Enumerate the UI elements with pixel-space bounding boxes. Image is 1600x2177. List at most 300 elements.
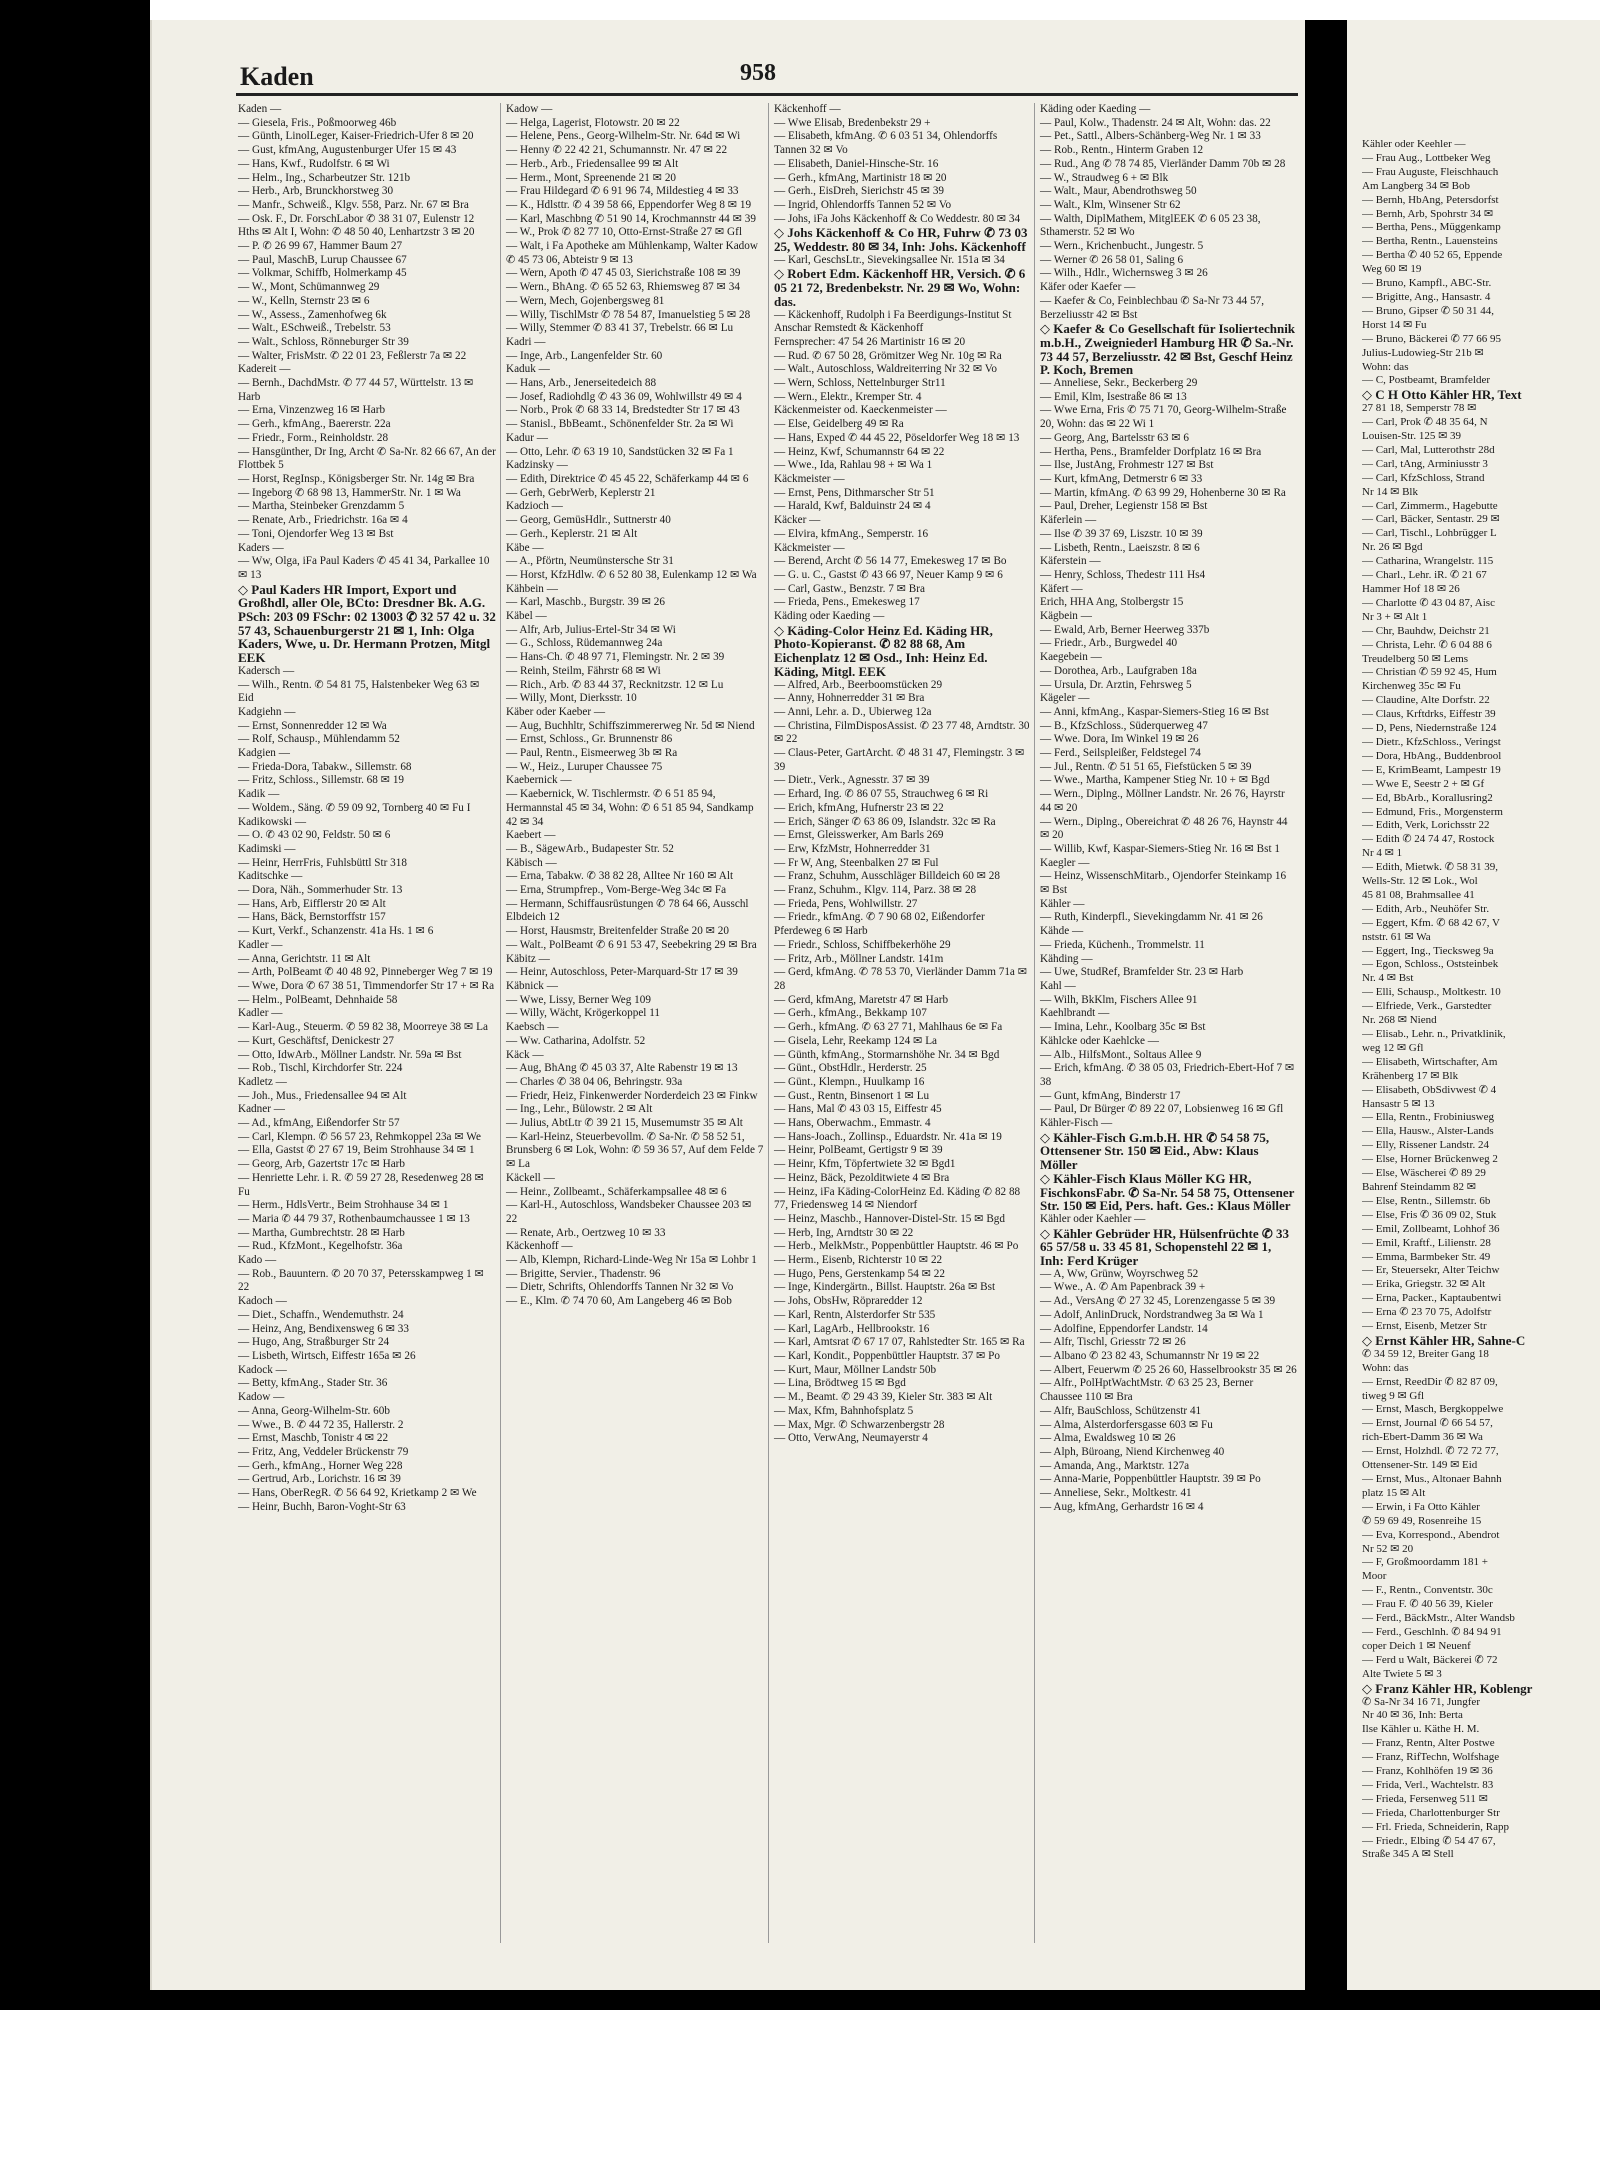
directory-entry: — Bertha, Rentn., Lauensteins: [1362, 235, 1498, 248]
directory-entry: Ilse Kähler u. Käthe H. M.: [1362, 1723, 1480, 1736]
directory-entry: — Imina, Lehr., Koolbarg 35c ✉ Bst: [1040, 1021, 1206, 1034]
directory-entry: Nr 4 ✉ 1: [1362, 847, 1403, 860]
directory-entry: — Ad., kfmAng, Eißendorfer Str 57: [238, 1117, 400, 1130]
directory-entry: — Henriette Lehr. i. R. ✆ 59 27 28, Resedenweg 28 ✉ Fu: [238, 1171, 484, 1198]
directory-entry: — Hans-Joach., Zollinsp., Eduardstr. Nr. 41a ✉ 19: [774, 1130, 1002, 1143]
directory-entry: — Frl. Frieda, Schneiderin, Rapp: [1362, 1820, 1509, 1833]
directory-entry: — Frau Hildegard ✆ 6 91 96 74, Mildestieg 4 ✉ 33: [506, 185, 739, 198]
directory-entry: — Ilse ✆ 39 37 69, Liszstr. 10 ✉ 39: [1040, 527, 1203, 540]
directory-entry: Kägeler —: [1040, 692, 1090, 705]
directory-entry: — Hugo, Ang, Straßburger Str 24: [238, 1336, 390, 1349]
directory-entry: — W., Assess., Zamenhofweg 6k: [238, 308, 387, 321]
directory-entry: — Gunt, kfmAng, Binderstr 17: [1040, 1089, 1181, 1102]
directory-entry: — K., Hdlsttr. ✆ 4 39 58 66, Eppendorfer Weg 8 ✉ 19: [506, 198, 752, 211]
directory-entry: — Bertha, Pens., Müggenkamp: [1362, 221, 1501, 234]
directory-entry: — Gertrud, Arb., Lorichstr. 16 ✉ 39: [238, 1473, 401, 1486]
directory-entry: — Wwe E, Seestr 2 + ✉ Gf: [1362, 777, 1485, 790]
directory-entry: — Ernst, Eisenb, Metzer Str: [1362, 1320, 1487, 1333]
directory-entry: — Bernh., DachdMstr. ✆ 77 44 57, Württelstr. 13 ✉ Harb: [238, 377, 474, 403]
directory-entry: — Alfr, BauSchloss, Schützenstr 41: [1040, 1404, 1202, 1417]
directory-entry: — Erich, kfmAng. ✆ 38 05 03, Friedrich-Ebert-Hof 7 ✉ 38: [1040, 1062, 1295, 1088]
directory-entry: — Giesela, Fris., Poßmoorweg 46b: [238, 116, 397, 129]
directory-entry: — Else, Wäscherei ✆ 89 29: [1362, 1167, 1486, 1180]
directory-entry: — Gerh., kfmAng. ✆ 63 27 71, Mahlhaus 6e ✉ Fa: [774, 1021, 1003, 1034]
directory-entry: Kähler oder Keehler —: [1362, 138, 1466, 150]
directory-entry: — Elisab., Lehr. n., Privatklinik,: [1362, 1028, 1506, 1040]
directory-entry: Kirchenweg 35c ✉ Fu: [1362, 680, 1461, 693]
directory-entry: — Ferd., Geschlnh. ✆ 84 94 91: [1362, 1625, 1502, 1638]
directory-entry: Kadzinsky —: [506, 459, 568, 472]
directory-entry: — Karl, Amtsrat ✆ 67 17 07, Rahlstedter Str. 165 ✉ Ra: [774, 1336, 1025, 1349]
directory-entry: — Alb., HilfsMont., Soltaus Allee 9: [1040, 1048, 1202, 1061]
directory-entry: — Herb, Ing, Arndtstr 30 ✉ 22: [774, 1226, 914, 1239]
directory-entry: — Christa, Lehr. ✆ 6 04 88 6: [1362, 638, 1492, 651]
directory-entry: — Gerh., kfmAng., Baererstr. 22a: [238, 418, 391, 431]
directory-column-4: [1040, 103, 1298, 1514]
directory-entry: — Hertha, Pens., Bramfelder Dorfplatz 16 ✉ Bra: [1040, 445, 1262, 458]
directory-entry: — Ed, BbArb., Korallusring2: [1362, 791, 1493, 804]
directory-entry: — Elisabeth, kfmAng. ✆ 6 03 51 34, Ohlendorffs Tannen 32 ✉ Vo: [774, 130, 998, 157]
directory-entry: — Frieda, Pens., Emekesweg 17: [774, 596, 920, 609]
directory-entry: Nr 14 ✉ Blk: [1362, 485, 1418, 498]
directory-entry: Käck —: [506, 1048, 544, 1061]
directory-entry: — Bernh, Arb, Spohrstr 34 ✉: [1362, 207, 1494, 220]
directory-entry: — O. ✆ 43 02 90, Feldstr. 50 ✉ 6: [238, 829, 391, 842]
directory-entry: — Heinz, Ang, Bendixensweg 6 ✉ 33: [238, 1322, 409, 1335]
directory-entry: — Ernst, ReedDir ✆ 82 87 09,: [1362, 1375, 1498, 1388]
directory-entry: — Christina, FilmDisposAssist. ✆ 23 77 48, Arndtstr. 30 ✉ 22: [774, 719, 1030, 746]
directory-entry: — Toni, Ojendorfer Weg 13 ✉ Bst: [238, 527, 394, 540]
directory-entry: Käbnick —: [506, 980, 558, 992]
directory-entry: Kadgiehn —: [238, 705, 296, 718]
directory-entry: — Wwe., A. ✆ Am Papenbrack 39 +: [1040, 1281, 1206, 1294]
directory-entry: — Wern, Schloss, Nettelnburger Str11: [774, 377, 946, 390]
directory-entry: Käckenhoff —: [506, 1240, 573, 1253]
directory-entry: — Walt., Schloss, Rönneburger Str 39: [238, 335, 409, 348]
directory-entry: — Wern., Elektr., Kremper Str. 4: [774, 390, 922, 403]
directory-entry: — Alma, Ewaldsweg 10 ✉ 26: [1040, 1432, 1176, 1445]
directory-entry: — Erna, Vinzenzweg 16 ✉ Harb: [238, 404, 386, 417]
directory-entry: Kähbein —: [506, 582, 558, 595]
directory-entry: Bahrenf Steindamm 82 ✉: [1362, 1180, 1477, 1193]
directory-entry: — Edmund, Fris., Morgensterm: [1362, 805, 1503, 818]
directory-entry: — Eggert, Ing., Tiecksweg 9a: [1362, 944, 1494, 957]
directory-entry: — Franz, RifTechn, Wolfshage: [1362, 1751, 1500, 1764]
directory-entry: — Charlotte ✆ 43 04 87, Aisc: [1362, 596, 1495, 609]
directory-entry: — Hans, Kwf., Rudolfstr. 6 ✉ Wi: [238, 157, 390, 170]
directory-entry: — W., Heiz., Luruper Chaussee 75: [506, 760, 663, 773]
directory-entry: — Dorothea, Arb., Laufgraben 18a: [1040, 664, 1197, 677]
directory-entry: — Erna ✆ 23 70 75, Adolfstr: [1362, 1306, 1492, 1319]
directory-entry: Am Langberg 34 ✉ Bob: [1362, 179, 1471, 192]
directory-entry: — Frieda-Dora, Tabakw., Sillemstr. 68: [238, 760, 412, 773]
directory-entry: — Walt., PolBeamt ✆ 6 91 53 47, Seebekring 29 ✉ Bra: [506, 938, 757, 951]
directory-entry: — Dora, Näh., Sommerhuder Str. 13: [238, 884, 403, 897]
directory-entry: Kaegler —: [1040, 856, 1090, 869]
directory-entry: Wells-Str. 12 ✉ Lok., Wol: [1362, 875, 1478, 888]
directory-entry: — Ernst, Journal ✆ 66 54 57,: [1362, 1417, 1493, 1430]
directory-entry: — Hansgünther, Dr Ing, Archt ✆ Sa-Nr. 82 66 67, An der Flottbek 5: [238, 445, 496, 472]
directory-entry: — Jul., Rentn. ✆ 51 51 65, Fiefstücken 5 ✉ 39: [1040, 760, 1252, 773]
directory-entry: — Heinz, Kwf, Schumannstr 64 ✉ 22: [774, 445, 945, 458]
directory-entry: ◇ Johs Käckenhoff & Co HR, Fuhrw ✆ 73 03 25, Weddestr. 80 ✉ 34, Inh: Johs. Käckenhoff: [774, 225, 1028, 255]
directory-entry: — Rob., Rentn., Hinterm Graben 12: [1040, 144, 1204, 157]
directory-entry: — Dora, HbAng., Buddenbrool: [1362, 749, 1502, 762]
directory-entry: — Anny, Hohnerredder 31 ✉ Bra: [774, 692, 925, 705]
directory-entry: — Heinr, HerrFris, Fuhlsbüttl Str 318: [238, 856, 407, 869]
directory-entry: — Edith, Verk, Lorichsstr 22: [1362, 819, 1490, 832]
directory-entry: rich-Ebert-Damm 36 ✉ Wa: [1362, 1431, 1483, 1444]
directory-entry: platz 15 ✉ Alt: [1362, 1486, 1426, 1499]
directory-entry: — Hans, Arb., Jenerseitedeich 88: [506, 377, 657, 390]
directory-entry: — Erna, Strumpfrep., Vom-Berge-Weg 34c ✉ Fa: [506, 884, 727, 897]
directory-entry: Erich, HHA Ang, Stolbergstr 15: [1040, 596, 1184, 609]
directory-entry: — Karl-Aug., Steuerm. ✆ 59 82 38, Moorreye 38 ✉ La: [238, 1021, 488, 1034]
directory-entry: — Claus-Peter, GartArcht. ✆ 48 31 47, Flemingstr. 3 ✉ 39: [774, 747, 1025, 773]
directory-entry: — Bruno, Gipser ✆ 50 31 44,: [1362, 304, 1495, 317]
directory-entry: — Erna, Tabakw. ✆ 38 82 28, Alltee Nr 160 ✉ Alt: [506, 870, 734, 883]
directory-entry: — Wwe, Dora ✆ 67 38 51, Timmendorfer Str 17 + ✉ Ra: [238, 980, 495, 992]
directory-entry: Kähler —: [1040, 897, 1085, 910]
directory-entry: Kähding —: [1040, 952, 1093, 965]
directory-entry: ◇ Kaefer & Co Gesellschaft für Isoliertechnik m.b.H., Zweigniederl Hamburg HR ✆ Sa.-Nr. 73 44 57, Berzeliusstr. 42 ✉ Bst, Geschf Heinz P. Koch, Bremen: [1040, 321, 1296, 378]
directory-entry: Kadock —: [238, 1363, 287, 1376]
directory-entry: — Heinr, PolBeamt, Gertigstr 9 ✉ 39: [774, 1144, 943, 1157]
directory-entry: — Wwe, Lissy, Berner Weg 109: [506, 993, 651, 1006]
directory-entry: — Lisbeth, Wirtsch, Eiffestr 165a ✉ 26: [238, 1349, 416, 1362]
directory-entry: Kadletz —: [238, 1075, 287, 1088]
directory-entry: — Gerh., kfmAng., Bekkamp 107: [774, 1007, 927, 1020]
directory-column-2: [506, 103, 764, 1309]
directory-entry: Horst 14 ✉ Fu: [1362, 318, 1427, 331]
directory-entry: — Friedr., Form., Reinholdstr. 28: [238, 431, 389, 444]
directory-entry: — Aug, BhAng ✆ 45 03 37, Alte Rabenstr 19 ✉ 13: [506, 1062, 738, 1075]
directory-entry: weg 12 ✉ Gfl: [1362, 1041, 1424, 1054]
directory-entry: Kadoch —: [238, 1295, 287, 1308]
directory-entry: Käfert —: [1040, 582, 1083, 595]
directory-entry: — Ad., VersAng ✆ 27 32 45, Lorenzengasse 5 ✉ 39: [1040, 1295, 1276, 1308]
directory-entry: Käferstein —: [1040, 555, 1101, 568]
directory-entry: — Edith, Mietwk. ✆ 58 31 39,: [1362, 861, 1499, 874]
directory-entry: — D, Pens, Niedernstraße 124: [1362, 722, 1497, 735]
directory-entry: — Wern, Apoth ✆ 47 45 03, Sierichstraße 108 ✉ 39: [506, 267, 741, 280]
directory-entry: — Gerh., kfmAng., Horner Weg 228: [238, 1459, 403, 1472]
directory-entry: — Paul, Rentn., Eismeerweg 3b ✉ Ra: [506, 747, 678, 760]
directory-entry: — Claudine, Alte Dorfstr. 22: [1362, 694, 1490, 707]
directory-entry: — Walt., ESchweiß., Trebelstr. 53: [238, 322, 391, 335]
directory-entry: — Heinr, Autoschloss, Peter-Marquard-Str 17 ✉ 39: [506, 966, 738, 979]
directory-entry: — Willib, Kwf, Kaspar-Siemers-Stieg Nr. 16 ✉ Bst 1: [1040, 842, 1280, 855]
directory-entry: — Ferd., Seilspleißer, Feldstegel 74: [1040, 747, 1201, 760]
directory-entry: — Helm., Ing., Scharbeutzer Str. 121b: [238, 171, 411, 184]
directory-entry: — Herm., Eisenb, Richterstr 10 ✉ 22: [774, 1254, 943, 1267]
directory-entry: Krähenberg 17 ✉ Blk: [1362, 1069, 1459, 1082]
directory-entry: Straße 345 A ✉ Stell: [1362, 1848, 1454, 1861]
directory-entry: — Kurt, Verkf., Schanzenstr. 41a Hs. 1 ✉ 6: [238, 925, 434, 938]
directory-entry: Julius-Ludowieg-Str 21b ✉: [1362, 346, 1484, 359]
directory-entry: — Fritz, Arb., Möllner Landstr. 141m: [774, 952, 944, 965]
directory-entry: — Alma, Alsterdorfersgasse 603 ✉ Fu: [1040, 1418, 1213, 1431]
directory-entry: — Rolf, Schausp., Mühlendamm 52: [238, 733, 400, 746]
directory-entry: — Edith, Arb., Neuhöfer Str.: [1362, 902, 1490, 915]
directory-entry: — Eggert, Kfm. ✆ 68 42 67, V: [1362, 916, 1500, 929]
directory-entry: — Ingrid, Ohlendorffs Tannen 52 ✉ Vo: [774, 198, 952, 211]
directory-entry: — Günt., Klempn., Huulkamp 16: [774, 1075, 925, 1088]
directory-entry: — Ww. Catharina, Adolfstr. 52: [506, 1034, 646, 1047]
directory-entry: — Otto, VerwAng, Neumayerstr 4: [774, 1432, 928, 1445]
page-header-word: Kaden: [240, 62, 314, 91]
directory-entry: — Ella, Rentn., Frobiniusweg: [1362, 1111, 1494, 1124]
directory-entry: — Ernst, Holzhdl. ✆ 72 72 77,: [1362, 1445, 1499, 1458]
directory-entry: — Diet., Schaffn., Wendemuthstr. 24: [238, 1308, 404, 1321]
directory-column-5-partial: [1362, 138, 1600, 1862]
directory-entry: — Franz, Kohlhöfen 19 ✉ 36: [1362, 1765, 1493, 1778]
directory-entry: — Anna, Georg-Wilhelm-Str. 60b: [238, 1404, 390, 1417]
directory-entry: Kähde —: [1040, 925, 1084, 938]
directory-entry: Käckenmeister od. Kaeckenmeister —: [774, 404, 947, 417]
directory-entry: — Bruno, Bäckerei ✆ 77 66 95: [1362, 332, 1502, 345]
directory-entry: — Emil, Zollbeamt, Lohhof 36: [1362, 1222, 1500, 1235]
directory-entry: — Rich., Arb. ✆ 83 44 37, Recknitzstr. 12 ✉ Lu: [506, 678, 724, 691]
directory-entry: — Otto, Lehr. ✆ 63 19 10, Sandstücken 32 ✉ Fa 1: [506, 445, 734, 458]
directory-entry: — Inge, Kindergärtn., Billst. Hauptstr. 26a ✉ Bst: [774, 1281, 996, 1294]
directory-entry: Kadler —: [238, 938, 283, 951]
directory-entry: — Martin, kfmAng. ✆ 63 99 29, Hohenberne 30 ✉ Ra: [1040, 486, 1286, 499]
directory-entry: — Willy, Wächt, Krögerkoppel 11: [506, 1007, 660, 1020]
directory-entry: — Walt., Autoschloss, Waldreiterring Nr 32 ✉ Vo: [774, 363, 998, 376]
directory-entry: — Wwe Elisab, Bredenbekstr 29 +: [774, 116, 931, 129]
directory-entry: — Else, Geidelberg 49 ✉ Ra: [774, 418, 904, 431]
directory-entry: Nr 52 ✉ 20: [1362, 1542, 1414, 1555]
directory-entry: — Friedr., Elbing ✆ 54 47 67,: [1362, 1834, 1496, 1847]
directory-entry: — Er, Steuersekr, Alter Teichw: [1362, 1264, 1500, 1277]
directory-entry: Käbe —: [506, 541, 544, 554]
directory-entry: — Elvira, kfmAng., Semperstr. 16: [774, 527, 929, 540]
directory-entry: — E., Klm. ✆ 74 70 60, Am Langeberg 46 ✉ Bob: [506, 1295, 732, 1308]
directory-entry: — Albert, Feuerwm ✆ 25 26 60, Hasselbrookstr 35 ✉ 26: [1040, 1363, 1297, 1376]
directory-entry: — Ww, Olga, iFa Paul Kaders ✆ 45 41 34, Parkallee 10 ✉ 13: [238, 555, 490, 581]
column-divider: [1034, 103, 1035, 1943]
directory-entry: — Horst, RegInsp., Königsberger Str. Nr. 14g ✉ Bra: [238, 472, 475, 485]
directory-entry: — Wilh., Hdlr., Wichernsweg 3 ✉ 26: [1040, 267, 1208, 280]
directory-entry: — Ewald, Arb, Berner Heerweg 337b: [1040, 623, 1210, 636]
directory-entry: — Volkmar, Schiffb, Holmerkamp 45: [238, 267, 407, 280]
directory-entry: — Heinz, Maschb., Hannover-Distel-Str. 15 ✉ Bgd: [774, 1212, 1005, 1225]
directory-entry: — Ferd u Walt, Bäckerei ✆ 72: [1362, 1653, 1498, 1666]
directory-entry: — Erich, kfmAng, Hufnerstr 23 ✉ 22: [774, 801, 944, 814]
directory-entry: Kadow —: [506, 103, 553, 115]
directory-entry: — Johs, iFa Johs Käckenhoff & Co Weddestr. 80 ✉ 34: [774, 212, 1021, 225]
directory-entry: — Hans-Ch. ✆ 48 97 71, Flemingstr. Nr. 2 ✉ 39: [506, 651, 725, 664]
directory-entry: — Wwe., Martha, Kampener Stieg Nr. 10 + ✉ Bgd: [1040, 774, 1270, 787]
directory-entry: Kadersch —: [238, 664, 295, 677]
directory-entry: ◇ Kähler-Fisch Klaus Möller KG HR, FischkonsFabr. ✆ Sa-Nr. 54 58 75, Ottensener Str. 150 ✉ Eid, Pers. haft. Ges.: Klaus Möller: [1040, 1170, 1295, 1214]
directory-entry: — Eva, Korrespond., Abendrot: [1362, 1528, 1500, 1541]
directory-entry: — C, Postbeamt, Bramfelder: [1362, 374, 1491, 387]
directory-entry: — Carl, Bäcker, Sentastr. 29 ✉: [1362, 513, 1500, 526]
directory-entry: Kaegebein —: [1040, 651, 1102, 664]
directory-entry: — Pet., Sattl., Albers-Schänberg-Weg Nr. 1 ✉ 33: [1040, 130, 1261, 143]
directory-entry: Moor: [1362, 1570, 1387, 1583]
directory-entry: — Carl, Prok ✆ 48 35 64, N: [1362, 416, 1488, 429]
directory-entry: — Gerh., Keplerstr. 21 ✉ Alt: [506, 527, 638, 540]
directory-entry: — Alfred, Arb., Beerboomstücken 29: [774, 678, 943, 691]
directory-entry: Kadikowski —: [238, 815, 307, 828]
directory-entry: — Karl, Kondit., Poppenbüttler Hauptstr. 37 ✉ Po: [774, 1349, 1000, 1362]
directory-entry: — Martha, Steinbeker Grenzdamm 5: [238, 500, 405, 513]
directory-entry: — Wilh., Rentn. ✆ 54 81 75, Halstenbeker Weg 63 ✉ Eid: [238, 678, 480, 705]
directory-entry: — Anna-Marie, Poppenbüttler Hauptstr. 39 ✉ Po: [1040, 1473, 1261, 1486]
directory-entry: 45 81 08, Brahmsallee 41: [1362, 888, 1475, 901]
directory-entry: Käckmeister —: [774, 472, 845, 485]
directory-entry: — Gerd, kfmAng. ✆ 78 53 70, Vierländer Damm 71a ✉ 28: [774, 966, 1028, 992]
directory-entry: — Bruno, Kampfl., ABC-Str.: [1362, 277, 1492, 290]
directory-entry: — Ilse, JustAng, Frohmestr 127 ✉ Bst: [1040, 459, 1214, 472]
directory-entry: — Amanda, Ang., Marktstr. 127a: [1040, 1459, 1190, 1472]
directory-entry: tiweg 9 ✉ Gfl: [1362, 1389, 1425, 1402]
directory-entry: — Gust., Rentn, Binsenort 1 ✉ Lu: [774, 1089, 930, 1102]
directory-entry: — Else, Fris ✆ 36 09 02, Stuk: [1362, 1208, 1497, 1221]
directory-entry: — Herb., MelkMstr., Poppenbüttler Hauptstr. 46 ✉ Po: [774, 1240, 1019, 1253]
directory-entry: Kadner —: [238, 1103, 285, 1116]
directory-column-1: [238, 103, 496, 1514]
directory-entry: — Werner ✆ 26 58 01, Saling 6: [1040, 253, 1184, 266]
directory-entry: — Erika, Griegstr. 32 ✉ Alt: [1362, 1278, 1486, 1291]
directory-entry: — Carl, Tischl., Lohbrügger L: [1362, 527, 1497, 540]
directory-entry: — Fritz, Ang, Veddeler Brückenstr 79: [238, 1445, 409, 1458]
directory-entry: — Hans, Bäck, Bernstorffstr 157: [238, 911, 386, 924]
directory-entry: — Ing., Lehr., Bülowstr. 2 ✉ Alt: [506, 1103, 653, 1116]
directory-entry: Käding oder Kaeding —: [774, 610, 885, 623]
directory-entry: — Catharina, Wrangelstr. 115: [1362, 555, 1494, 568]
directory-entry: — M., Beamt. ✆ 29 43 39, Kieler Str. 383 ✉ Alt: [774, 1391, 993, 1404]
directory-entry: — Wern, Mech, Gojenbergsweg 81: [506, 294, 665, 307]
page-number: 958: [740, 60, 776, 86]
directory-entry: — Carl, KfzSchloss, Strand: [1362, 471, 1485, 484]
directory-entry: — Kaebernick, W. Tischlermstr. ✆ 6 51 85 94, Hermannstal 45 ✉ 34, Wohn: ✆ 6 51 85 94, Sandkamp 42 ✉ 34: [506, 788, 754, 828]
directory-entry: — Gerd, kfmAng, Maretstr 47 ✉ Harb: [774, 993, 949, 1006]
directory-entry: — Otto, IdwArb., Möllner Landstr. Nr. 59a ✉ Bst: [238, 1048, 462, 1061]
directory-entry: — G., Schloss, Rüdemannweg 24a: [506, 637, 663, 650]
directory-entry: Kadler —: [238, 1007, 283, 1020]
directory-entry: — Charles ✆ 38 04 06, Behringstr. 93a: [506, 1075, 683, 1088]
scan-bottom-border: [0, 1990, 1600, 2010]
directory-entry: Wohn: das: [1362, 360, 1409, 373]
directory-entry: — Dietr., KfzSchloss., Veringst: [1362, 735, 1501, 748]
directory-entry: — F, Großmoordamm 181 +: [1362, 1556, 1489, 1569]
directory-entry: — Else, Horner Brückenweg 2: [1362, 1153, 1498, 1166]
directory-entry: nststr. 61 ✉ Wa: [1362, 930, 1431, 943]
header-rule: [236, 93, 1298, 96]
directory-entry: — Ernst, Gleisswerker, Am Barls 269: [774, 829, 944, 842]
directory-entry: — Renate, Arb., Friedrichstr. 16a ✉ 4: [238, 514, 408, 527]
directory-entry: ✆ 34 59 12, Breiter Gang 18: [1362, 1347, 1489, 1360]
directory-entry: — Paul, Kolw., Thadenstr. 24 ✉ Alt, Wohn: das. 22: [1040, 116, 1271, 129]
directory-entry: — Edith ✆ 24 74 47, Rostock: [1362, 833, 1495, 846]
directory-entry: ◇ Kähler Gebrüder HR, Hülsenfrüchte ✆ 33 65 57/58 u. 33 45 81, Schopenstehl 22 ✉ 1, Inh: Ferd Krüger: [1040, 1225, 1289, 1269]
directory-entry: — Lina, Brödtweg 15 ✉ Bgd: [774, 1377, 906, 1390]
directory-entry: — Helm., PolBeamt, Dehnhaide 58: [238, 993, 398, 1006]
directory-entry: — Stanisl., BbBeamt., Schönenfelder Str. 2a ✉ Wi: [506, 418, 734, 431]
directory-entry: — Karl, GeschsLtr., Sievekingsallee Nr. 151a ✉ 34: [774, 253, 1005, 266]
directory-entry: — Willy, Mont, Dierksstr. 10: [506, 692, 637, 705]
directory-entry: — Walth, DiplMathem, MitglEEK ✆ 6 05 23 38, Sthamerstr. 52 ✉ Wo: [1040, 212, 1261, 239]
directory-entry: Kadgien —: [238, 747, 290, 760]
directory-entry: Fernsprecher: 47 54 26 Martinistr 16 ✉ 20: [774, 335, 966, 348]
directory-entry: — W., Straudweg 6 + ✉ Blk: [1040, 171, 1169, 184]
directory-entry: — Ernst, Pens, Dithmarscher Str 51: [774, 486, 935, 499]
directory-entry: — Günt., ObstHdlr., Herderstr. 25: [774, 1062, 927, 1075]
directory-entry: Kähler oder Kaehler —: [1040, 1212, 1146, 1225]
directory-entry: — Bertha ✆ 40 52 65, Eppende: [1362, 249, 1503, 262]
directory-entry: — Frida, Verl., Wachtelstr. 83: [1362, 1778, 1494, 1791]
directory-entry: — Carl, tAng, Arminiusstr 3: [1362, 457, 1488, 470]
directory-entry: Nr. 26 ✉ Bgd: [1362, 541, 1423, 554]
directory-entry: — Julius, AbtLtr ✆ 39 21 15, Musemumstr 35 ✉ Alt: [506, 1117, 743, 1130]
directory-entry: — Adolf, AnlinDruck, Nordstrandweg 3a ✉ Wa 1: [1040, 1308, 1264, 1321]
directory-entry: ◇ Paul Kaders HR Import, Export und Großhdl, aller Ole, BCto: Dresdner Bk. A.G. PSch: 203 09 FSchr: 02 13003 ✆ 32 57 42 u. 32 57 43, Schauenburgerstr 21 ✉ 1, Inh: Olga Kaders, Wwe, u. Dr. Hermann Protzen, Mitgl EEK: [238, 581, 496, 666]
directory-entry: — Hugo, Pens, Gerstenkamp 54 ✉ 22: [774, 1267, 945, 1280]
directory-entry: — Wwe., Ida, Rahlau 98 + ✉ Wa 1: [774, 459, 933, 472]
directory-entry: — Wwe Erna, Fris ✆ 75 71 70, Georg-Wilhelm-Straße 20, Wohn: das ✉ 22 Wi 1: [1040, 404, 1287, 431]
directory-entry: — G. u. C., Gastst ✆ 43 66 97, Neuer Kamp 9 ✉ 6: [774, 568, 1003, 581]
directory-entry: ◇ Franz Kähler HR, Koblengr: [1362, 1680, 1533, 1696]
directory-entry: — Alb, Klempn, Richard-Linde-Weg Nr 15a ✉ Lohbr 1: [506, 1254, 757, 1267]
directory-entry: — Paul, Dr Bürger ✆ 89 22 07, Lobsienweg 16 ✉ Gfl: [1040, 1103, 1284, 1116]
directory-entry: Kahl —: [1040, 980, 1076, 992]
directory-entry: Kaditschke —: [238, 870, 303, 883]
directory-entry: — Frieda, Charlottenburger Str: [1362, 1806, 1500, 1819]
directory-entry: — Karl, Maschbng ✆ 51 90 14, Krochmannstr 44 ✉ 39: [506, 212, 756, 225]
directory-entry: — Inge, Arb., Langenfelder Str. 60: [506, 349, 663, 362]
directory-entry: — Friedr., Schloss, Schiffbekerhöhe 29: [774, 938, 951, 951]
directory-entry: — W., Prok ✆ 82 77 10, Otto-Ernst-Straße 27 ✉ Gfl: [506, 226, 742, 239]
directory-entry: — Gisela, Lehr, Reekamp 124 ✉ La: [774, 1034, 938, 1047]
directory-entry: — Wwe. Dora, Im Winkel 19 ✉ 26: [1040, 733, 1199, 746]
directory-entry: — Wern., Diplng., Obereichrat ✆ 48 26 76, Haynstr 44 ✉ 20: [1040, 815, 1288, 842]
directory-entry: Kado —: [238, 1254, 277, 1267]
directory-entry: — Uwe, StudRef, Bramfelder Str. 23 ✉ Harb: [1040, 966, 1244, 979]
directory-entry: — Ernst, Schloss., Gr. Brunnenstr 86: [506, 733, 673, 746]
directory-entry: — Franz, Schuhm., Klgv. 114, Parz. 38 ✉ 28: [774, 884, 977, 897]
directory-entry: — Kurt, kfmAng, Detmerstr 6 ✉ 33: [1040, 472, 1203, 485]
directory-entry: — Henny ✆ 22 42 21, Schumannstr. Nr. 47 ✉ 22: [506, 144, 728, 157]
directory-entry: — Gerh., kfmAng, Martinistr 18 ✉ 20: [774, 171, 947, 184]
directory-entry: — Anneliese, Sekr., Moltkestr. 41: [1040, 1487, 1192, 1500]
directory-entry: Käbisch —: [506, 856, 557, 869]
directory-entry: — Wern., Diplng., Möllner Landstr. Nr. 26 76, Hayrstr 44 ✉ 20: [1040, 788, 1285, 814]
directory-entry: Käcker —: [774, 514, 821, 527]
directory-entry: Käckmeister —: [774, 541, 845, 554]
directory-entry: ✆ Sa-Nr 34 16 71, Jungfer: [1362, 1695, 1480, 1708]
directory-entry: — Emil, Kraftf., Lilienstr. 28: [1362, 1236, 1491, 1249]
directory-entry: Kaders —: [238, 541, 284, 554]
directory-entry: Louisen-Str. 125 ✉ 39: [1362, 430, 1462, 443]
directory-entry: Kadur —: [506, 431, 548, 444]
directory-entry: — Wwe., B. ✆ 44 72 35, Hallerstr. 2: [238, 1418, 404, 1431]
directory-entry: — Renate, Arb., Oertzweg 10 ✉ 33: [506, 1226, 666, 1239]
directory-entry: — Brigitte, Servier., Thadenstr. 96: [506, 1267, 661, 1280]
directory-entry: — Hans, Exped ✆ 44 45 22, Pöseldorfer Weg 18 ✉ 13: [774, 431, 1020, 444]
directory-entry: — Egon, Schloss., Oststeinbek: [1362, 958, 1499, 971]
directory-entry: — Wern., Krichenbucht., Jungestr. 5: [1040, 240, 1204, 253]
directory-entry: — Osk. F., Dr. ForschLabor ✆ 38 31 07, Eulenstr 12 Hths ✉ Alt I, Wohn: ✆ 48 50 40, Lenhartzstr 3 ✉ 20: [238, 212, 475, 239]
directory-entry: — W., Mont, Schümannweg 29: [238, 281, 380, 294]
directory-entry: ◇ Käding-Color Heinz Ed. Käding HR, Photo-Kopieranst. ✆ 82 88 68, Am Eichenplatz 12 ✉ Osd., Inh: Heinz Ed. Käding, Mitgl. EEK: [774, 622, 993, 679]
directory-entry: — Ernst, Masch, Bergkoppelwe: [1362, 1403, 1504, 1416]
directory-column-3: [774, 103, 1032, 1446]
directory-entry: — Reinh, Steilm, Fährstr 68 ✉ Wi: [506, 664, 661, 677]
